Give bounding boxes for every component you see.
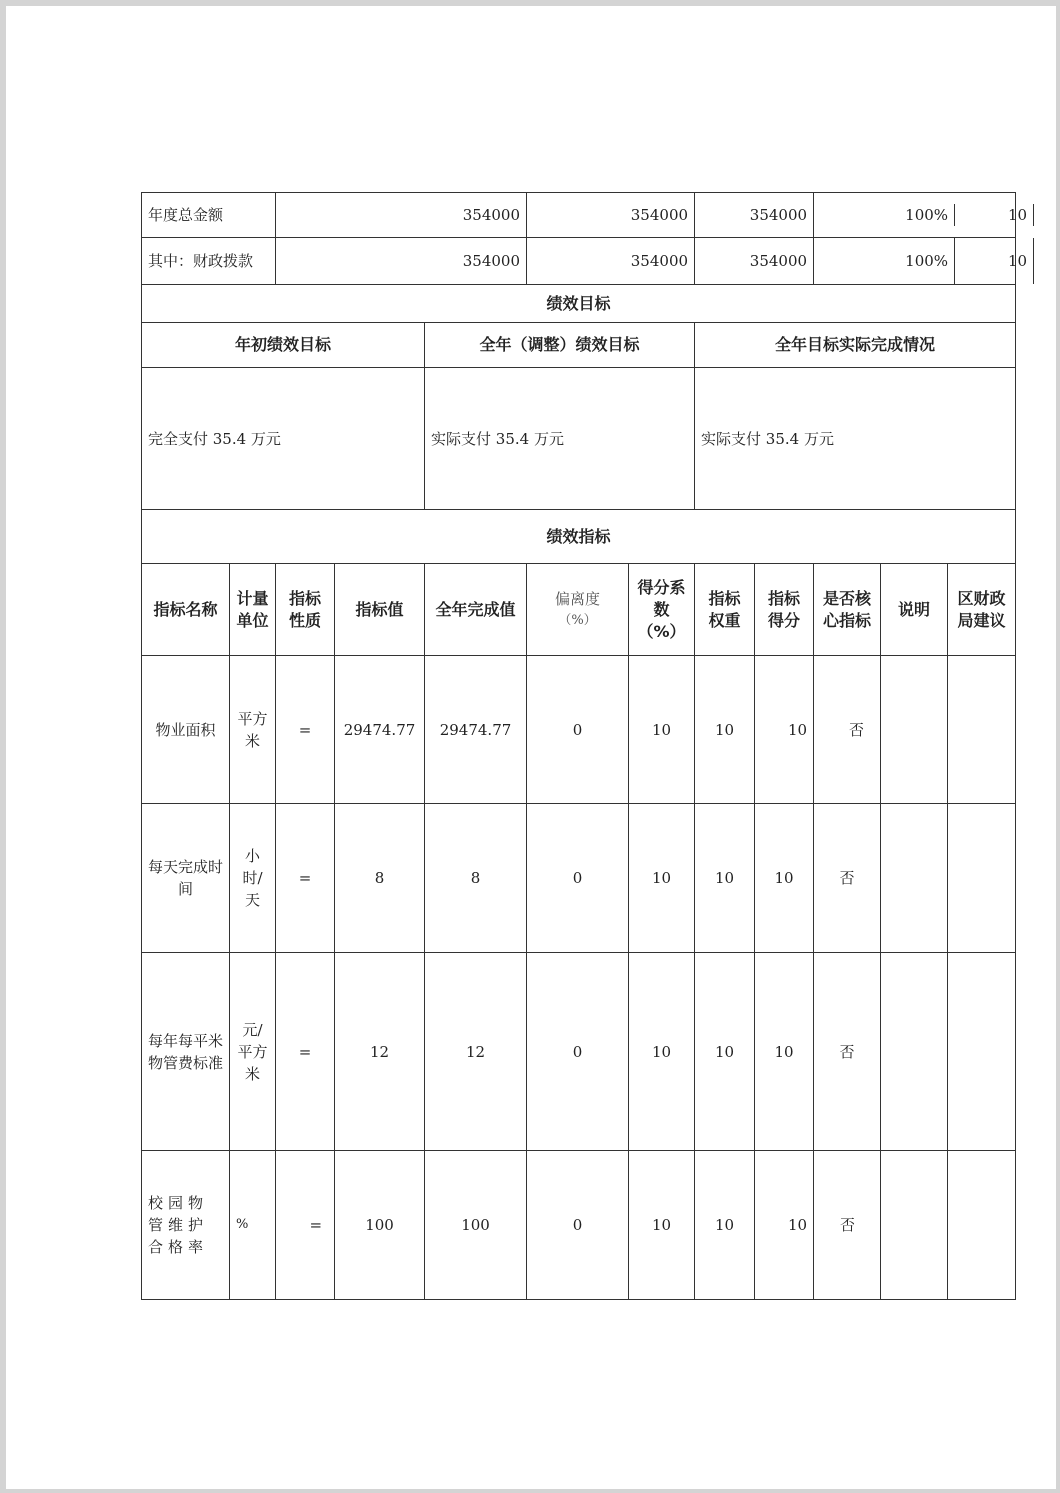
indicator-deviation: 0 [527, 953, 629, 1151]
indicators-section-title: 绩效指标 [142, 510, 1016, 564]
indicator-weight: 10 [695, 656, 755, 804]
indicator-score: 10 [755, 656, 814, 804]
goal-value-initial: 完全支付 35.4 万元 [142, 368, 425, 510]
col-header-deviation [527, 564, 629, 656]
indicator-unit: 小时/天 [230, 804, 276, 953]
goals-section-title: 绩效目标 [142, 285, 1016, 323]
indicator-advice [948, 656, 1016, 804]
indicator-score: 10 [755, 804, 814, 953]
funding-adjusted: 354000 [527, 193, 695, 238]
col-header-value: 指标值 [335, 564, 425, 656]
indicator-name: 每天完成时间 [142, 804, 230, 953]
indicator-completed: 12 [425, 953, 527, 1151]
indicator-weight: 10 [695, 953, 755, 1151]
indicator-weight: 10 [695, 804, 755, 953]
funding-label: 其中：财政拨款 [142, 238, 276, 285]
funding-row-fiscal [142, 238, 1016, 285]
funding-budget: 354000 [276, 193, 527, 238]
indicator-note [881, 953, 948, 1151]
indicator-unit: 平方米 [230, 656, 276, 804]
col-header-name: 指标名称 [142, 564, 230, 656]
indicator-completed: 29474.77 [425, 656, 527, 804]
indicator-value: 100 [335, 1151, 425, 1300]
indicator-advice [948, 1151, 1016, 1300]
indicator-note [881, 656, 948, 804]
indicator-nature: = [276, 804, 335, 953]
col-header-weight: 指标权重 [695, 564, 755, 656]
goals-value-row [142, 368, 1016, 510]
indicator-value: 8 [335, 804, 425, 953]
indicator-score: 10 [755, 953, 814, 1151]
performance-table [141, 192, 1028, 1300]
deviation-label: 偏离度 [555, 589, 601, 608]
indicator-deviation: 0 [527, 1151, 629, 1300]
deviation-unit: （%） [558, 612, 597, 628]
col-header-coef: 得分系数（%） [629, 564, 695, 656]
goal-header-actual: 全年目标实际完成情况 [695, 323, 1016, 368]
funding-executed: 354000 [695, 193, 814, 238]
goal-header-adjusted: 全年（调整）绩效目标 [425, 323, 695, 368]
indicator-nature: = [276, 953, 335, 1151]
indicator-core: 否 [814, 804, 881, 953]
indicator-weight: 10 [695, 1151, 755, 1300]
indicator-coef: 10 [629, 1151, 695, 1300]
indicator-nature: = [276, 656, 335, 804]
table-row [142, 656, 1016, 804]
funding-weight: 10 [955, 204, 1034, 226]
goal-value-adjusted: 实际支付 35.4 万元 [425, 368, 695, 510]
col-header-unit: 计量单位 [230, 564, 276, 656]
goal-value-actual: 实际支付 35.4 万元 [695, 368, 1016, 510]
indicator-core: 否 [814, 1151, 881, 1300]
funding-row-total [142, 193, 1016, 238]
funding-adjusted: 354000 [527, 238, 695, 285]
funding-label: 年度总金额 [142, 193, 276, 238]
col-header-score: 指标得分 [755, 564, 814, 656]
col-header-advice: 区财政局建议 [948, 564, 1016, 656]
col-header-core: 是否核心指标 [814, 564, 881, 656]
funding-rate: 100% [905, 252, 949, 270]
indicator-name: 每年每平米物管费标准 [142, 953, 230, 1151]
indicator-advice [948, 804, 1016, 953]
indicator-completed: 100 [425, 1151, 527, 1300]
indicator-deviation: 0 [527, 656, 629, 804]
col-header-note: 说明 [881, 564, 948, 656]
funding-budget: 354000 [276, 238, 527, 285]
table-row [142, 953, 1016, 1151]
indicator-name: 校园物管维护合格率 [142, 1151, 230, 1300]
indicator-name: 物业面积 [142, 656, 230, 804]
indicator-advice [948, 953, 1016, 1151]
indicator-note [881, 804, 948, 953]
goals-header-row [142, 323, 1016, 368]
goal-header-initial: 年初绩效目标 [142, 323, 425, 368]
table-row [142, 804, 1016, 953]
indicator-score: 10 [755, 1151, 814, 1300]
indicator-core: 否 [814, 953, 881, 1151]
indicator-nature: = [276, 1151, 335, 1300]
indicator-value: 12 [335, 953, 425, 1151]
indicator-value: 29474.77 [335, 656, 425, 804]
table-row [142, 1151, 1016, 1300]
funding-rate: 100% [905, 206, 949, 224]
indicator-unit: 元/平方米 [230, 953, 276, 1151]
indicators-header-row [142, 564, 1016, 656]
indicator-coef: 10 [629, 804, 695, 953]
indicator-completed: 8 [425, 804, 527, 953]
indicator-deviation: 0 [527, 804, 629, 953]
funding-executed: 354000 [695, 238, 814, 285]
indicator-note [881, 1151, 948, 1300]
indicator-coef: 10 [629, 656, 695, 804]
col-header-nature: 指标性质 [276, 564, 335, 656]
indicator-coef: 10 [629, 953, 695, 1151]
indicator-core: 否 [814, 656, 881, 804]
indicator-unit: % [230, 1151, 276, 1300]
document-page [6, 6, 1056, 1489]
col-header-completed: 全年完成值 [425, 564, 527, 656]
funding-weight: 10 [955, 238, 1034, 284]
